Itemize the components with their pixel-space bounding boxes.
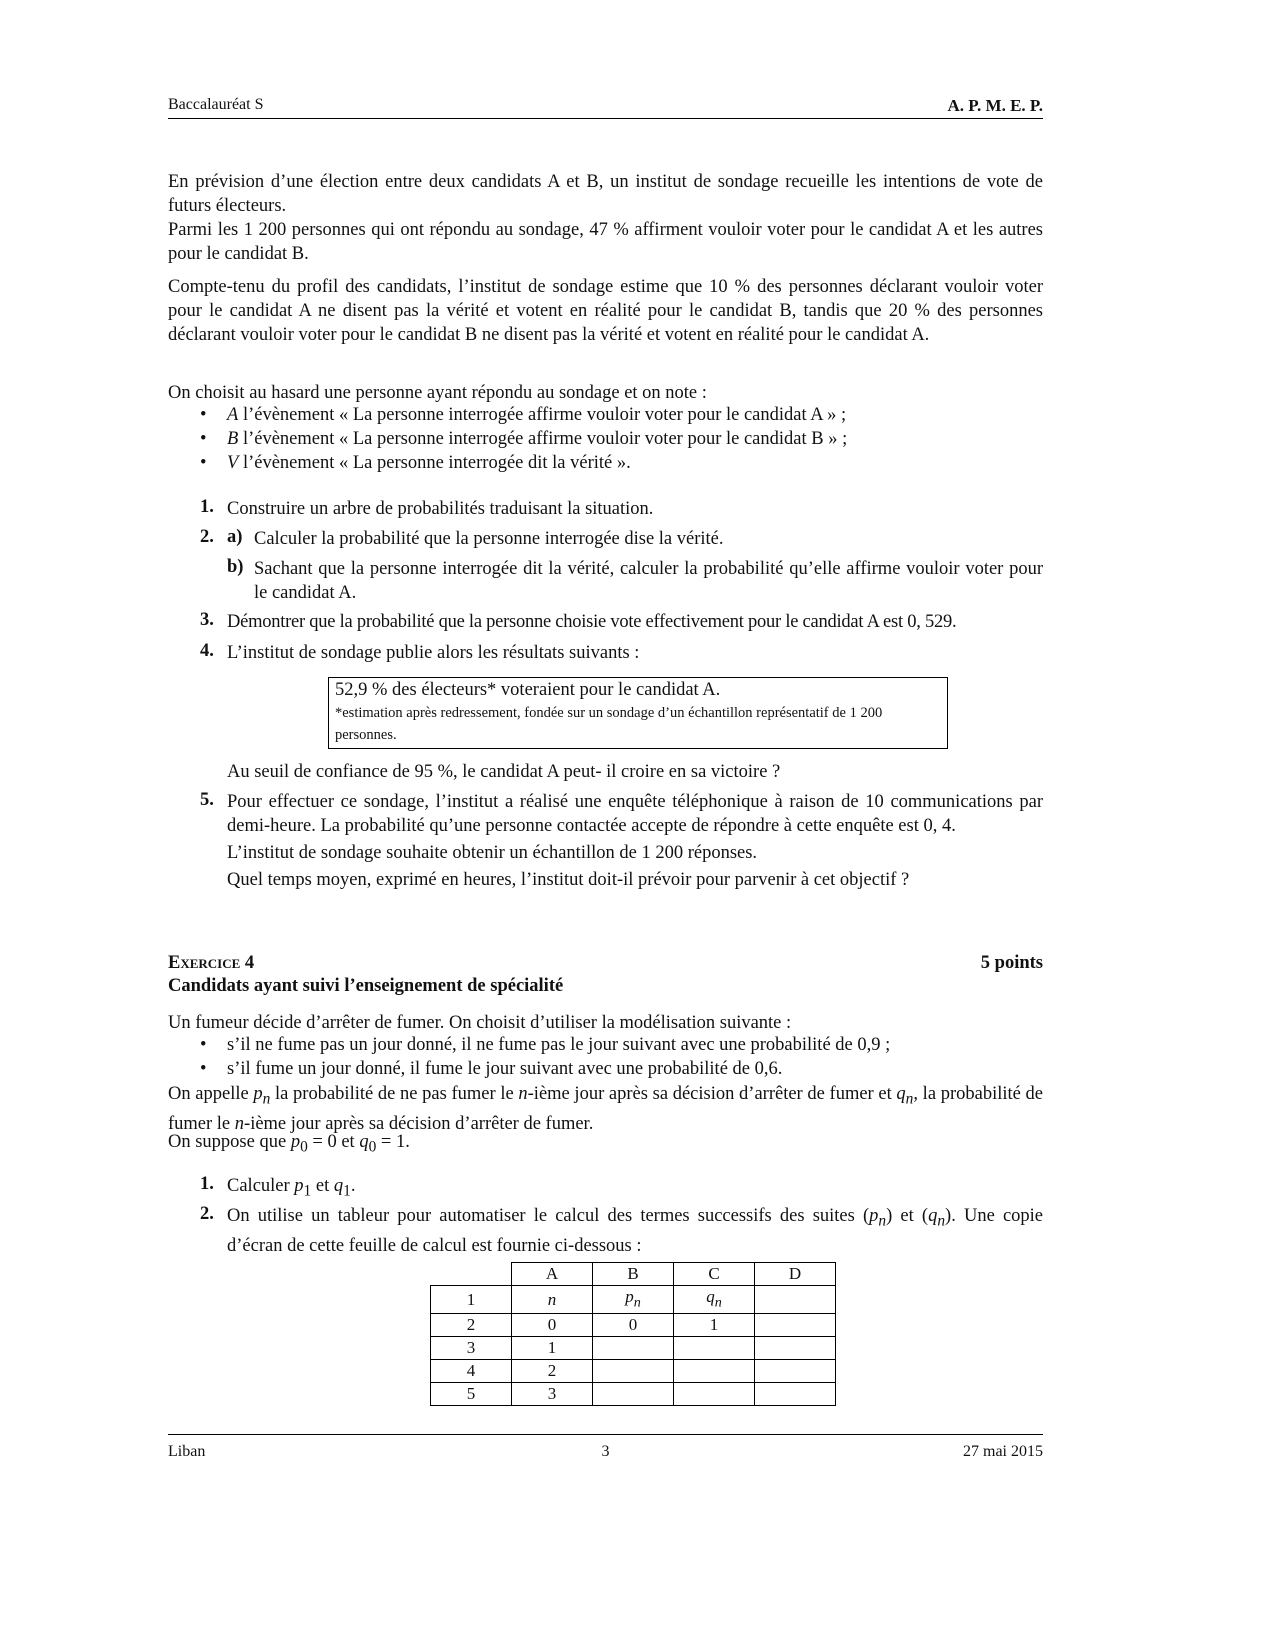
table-row: 1 n $p_n$ $q_n$ [431, 1286, 836, 1314]
table-row: 3 1 [431, 1337, 836, 1360]
exercise-intro: Un fumeur décide d’arrêter de fumer. On choisit d’utiliser la modélisation suivante : [168, 1013, 792, 1033]
question-number: 1. [200, 497, 214, 517]
page-number: 3 [601, 1443, 610, 1460]
exercise-subtitle: Candidats ayant suivi l’enseignement de spécialité [168, 976, 564, 996]
event-symbol: V [227, 453, 239, 473]
question-4-followup: Au seuil de confiance de 95 %, le candidat A peut- il croire en sa victoire ? [227, 762, 781, 782]
footer-left: Liban [168, 1443, 206, 1460]
question-number: 2. [200, 527, 214, 547]
question-5-text: Pour effectuer ce sondage, l’institut a réalisé une enquête téléphonique à raison de 10 communications par demi-heure. La probabilité qu’une personne contactée accepte de répondre à cette enquête est 0, 4. [227, 792, 1043, 836]
question-4-text: L’institut de sondage publie alors les résultats suivants : [227, 643, 640, 663]
table-header-row: A B C D [431, 1263, 836, 1286]
footer-date: 27 mai 2015 [963, 1443, 1043, 1460]
question-number: 1. [200, 1174, 214, 1194]
initial-conditions: On suppose que $p_0 = 0$ et $q_0 = 1$. [168, 1132, 410, 1156]
results-headline: 52,9 % des électeurs* voteraient pour le candidat A. [335, 680, 721, 700]
question-2a-text: Calculer la probabilité que la personne interrogée dise la vérité. [254, 529, 724, 549]
table-row: 4 2 [431, 1360, 836, 1383]
question-number: 5. [200, 790, 214, 810]
model-text: s’il ne fume pas un jour donné, il ne fume pas le jour suivant avec une probabilité de 0,9 ; [227, 1035, 891, 1055]
question-2b-text: Sachant que la personne interrogée dit la vérité, calculer la probabilité qu’elle affirme vouloir voter pour le candidat A. [254, 559, 1043, 603]
question-5-line3: Quel temps moyen, exprimé en heures, l’institut doit-il prévoir pour parvenir à cet objectif ? [227, 870, 910, 890]
event-symbol: A [227, 405, 239, 425]
question-number: 4. [200, 641, 214, 661]
definition-paragraph: On appelle $p_n$ la probabilité de ne pas fumer le n-ième jour après sa décision d’arrêter de fumer et $q_n$, la probabilité de fumer le n-ième jour après sa décision d’arrêter de fumer. [168, 1084, 1043, 1134]
intro-paragraph-1 [168, 170, 1043, 266]
results-footnote: *estimation après redressement, fondée sur un sondage d’un échantillon représentatif de 1 200 personnes. [335, 705, 883, 743]
event-text: l’évènement « La personne interrogée affirme vouloir voter pour le candidat A » ; [238, 405, 847, 425]
model-text: s’il fume un jour donné, il fume le jour suivant avec une probabilité de 0,6. [227, 1059, 783, 1079]
intro-text-2: Parmi les 1 200 personnes qui ont répondu au sondage, 47 % affirment vouloir voter pour le candidat A et les autres pour le candidat B. [168, 220, 1043, 264]
intro-text-1: En prévision d’une élection entre deux candidats A et B, un institut de sondage recueille les intentions de vote de futurs électeurs. [168, 172, 1043, 216]
event-text: l’évènement « La personne interrogée affirme vouloir voter pour le candidat B » ; [238, 429, 848, 449]
question-number: 2. [200, 1204, 214, 1224]
results-box [328, 677, 948, 749]
event-text: l’évènement « La personne interrogée dit la vérité ». [238, 453, 631, 473]
exercise-points: 5 points [980, 953, 1043, 973]
page-header [168, 96, 1043, 119]
question-5-line2: L’institut de sondage souhaite obtenir un échantillon de 1 200 réponses. [227, 843, 758, 863]
subquestion-label: a) [227, 527, 243, 547]
table-row: 5 3 [431, 1383, 836, 1406]
header-right: A. P. M. E. P. [947, 96, 1043, 115]
page-footer [168, 1434, 1043, 1461]
question-5 [227, 790, 1043, 892]
question-3-text: Démontrer que la probabilité que la personne choisie vote effectivement pour le candidat A est 0, 529. [227, 612, 957, 632]
spreadsheet-table [430, 1262, 836, 1406]
intro-text-3: Compte-tenu du profil des candidats, l’institut de sondage estime que 10 % des personnes déclarant vouloir voter pour le candidat A ne disent pas la vérité et votent en réalité pour le candidat B, tandis que 20 % des personnes déclarant vouloir voter pour le candidat B ne disent pas la vérité et votent en réalité pour le candidat A. [168, 277, 1043, 345]
intro-text-4: On choisit au hasard une personne ayant répondu au sondage et on note : [168, 383, 707, 403]
exercise-title: Exercice 4 [168, 953, 255, 973]
question-1-text: Construire un arbre de probabilités traduisant la situation. [227, 499, 654, 519]
ex4-question-1: Calculer $p_1$ et $q_1$. [227, 1176, 356, 1200]
table-row: 2 0 0 1 [431, 1314, 836, 1337]
question-number: 3. [200, 610, 214, 630]
subquestion-label: b) [227, 557, 244, 577]
ex4-question-2: On utilise un tableur pour automatiser le calcul des termes successifs des suites $(p_n)$ et $(q_n)$. Une copie d’écran de cette feuille de calcul est fournie ci-dessous : [227, 1206, 1044, 1256]
event-symbol: B [227, 429, 239, 449]
header-left: Baccalauréat S [168, 96, 264, 113]
